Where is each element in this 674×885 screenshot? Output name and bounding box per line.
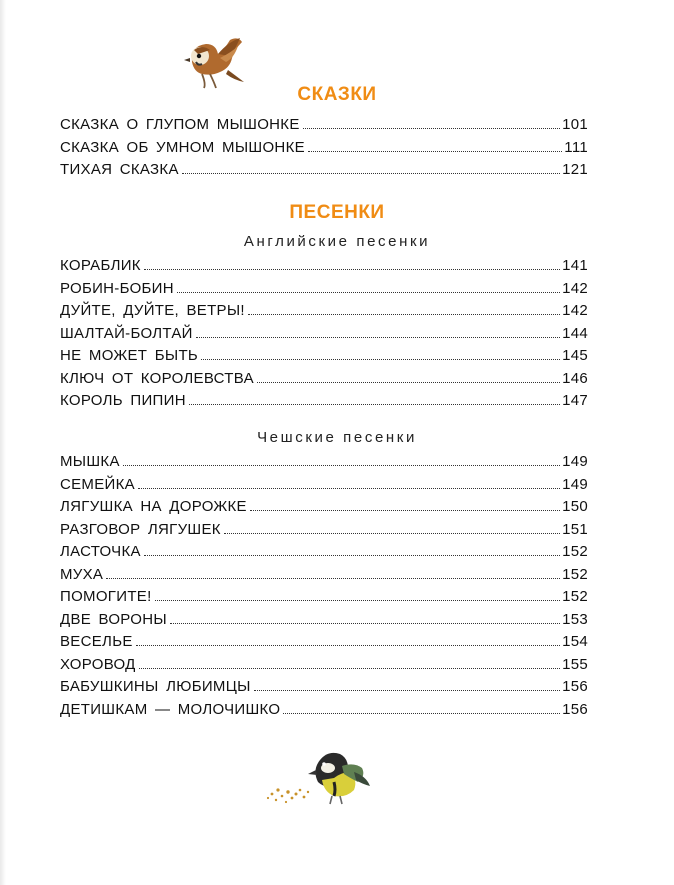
dot-leader (254, 690, 560, 691)
entry-page-number: 141 (562, 257, 588, 274)
czech-song-entry[interactable] (60, 656, 588, 679)
entry-title: ДВЕ ВОРОНЫ (60, 610, 167, 628)
entry-title: ВЕСЕЛЬЕ (60, 633, 133, 650)
dot-leader (248, 314, 560, 315)
entry-page-number: 152 (562, 588, 588, 605)
dot-leader (177, 292, 560, 293)
czech-song-entry[interactable] (60, 701, 588, 724)
entry-page-number: 149 (562, 453, 588, 470)
dot-leader (144, 269, 560, 270)
english-songs-heading: Английские песенки (243, 233, 431, 250)
entry-page-number: 149 (562, 475, 588, 493)
entry-title: СЕМЕЙКА (60, 475, 135, 493)
dot-leader (189, 404, 560, 405)
czech-song-entry[interactable] (60, 566, 588, 589)
entry-page-number: 121 (562, 161, 588, 178)
czech-songs-heading: Чешские песенки (257, 429, 417, 446)
entry-page-number: 142 (562, 279, 588, 297)
entry-page-number: 152 (562, 543, 588, 560)
entry-title: ШАЛТАЙ-БОЛТАЙ (60, 324, 193, 342)
dot-leader (106, 578, 560, 579)
dot-leader (136, 645, 560, 646)
dot-leader (196, 337, 560, 338)
dot-leader (201, 359, 560, 360)
dot-leader (257, 382, 560, 383)
pesenki-title: ПЕСЕНКИ (289, 202, 385, 223)
entry-title: ДУЙТЕ, ДУЙТЕ, ВЕТРЫ! (60, 302, 245, 319)
entry-page-number: 154 (562, 633, 588, 650)
entry-title: СКАЗКА ОБ УМНОМ МЫШОНКЕ (60, 138, 305, 156)
entry-title: СКАЗКА О ГЛУПОМ МЫШОНКЕ (60, 116, 300, 133)
entry-page-number: 147 (562, 392, 588, 409)
czech-song-entry[interactable] (60, 521, 588, 544)
english-song-entry[interactable] (60, 257, 588, 280)
entry-title: НЕ МОЖЕТ БЫТЬ (60, 347, 199, 364)
entry-page-number: 156 (562, 700, 588, 718)
entry-page-number: 150 (562, 498, 588, 515)
dot-leader (308, 151, 562, 152)
dot-leader (303, 128, 560, 129)
english-song-entry[interactable] (60, 302, 588, 325)
czech-song-entry[interactable] (60, 453, 588, 476)
skazki-entry[interactable] (60, 116, 588, 139)
entry-title: БАБУШКИНЫ ЛЮБИМЦЫ (60, 678, 251, 695)
entry-title: ДЕТИШКАМ — МОЛОЧИШКО (60, 700, 281, 718)
entry-page-number: 111 (564, 138, 588, 156)
skazki-list (60, 116, 588, 184)
entry-title: КЛЮЧ ОТ КОРОЛЕВСТВА (60, 369, 254, 387)
entry-page-number: 152 (562, 565, 588, 583)
entry-page-number: 146 (562, 369, 588, 387)
entry-title: КОРАБЛИК (60, 257, 141, 274)
dot-leader (139, 668, 560, 669)
entry-title: ЛЯГУШКА НА ДОРОЖКЕ (60, 498, 247, 515)
entry-page-number: 145 (562, 347, 588, 364)
english-song-entry[interactable] (60, 347, 588, 370)
english-song-entry[interactable] (60, 280, 588, 303)
dot-leader (138, 488, 560, 489)
czech-song-entry[interactable] (60, 476, 588, 499)
dot-leader (182, 173, 560, 174)
skazki-entry[interactable] (60, 139, 588, 162)
dot-leader (123, 465, 560, 466)
entry-title: РОБИН-БОБИН (60, 279, 174, 297)
czech-songs-list (60, 453, 588, 723)
dot-leader (155, 600, 561, 601)
czech-song-entry[interactable] (60, 543, 588, 566)
czech-song-entry[interactable] (60, 498, 588, 521)
entry-title: ХОРОВОД (60, 655, 136, 673)
dot-leader (170, 623, 560, 624)
entry-page-number: 142 (562, 302, 588, 319)
czech-song-entry[interactable] (60, 678, 588, 701)
dot-leader (250, 510, 560, 511)
czech-song-entry[interactable] (60, 588, 588, 611)
sparrow-icon (172, 32, 246, 90)
dot-leader (224, 533, 560, 534)
english-song-entry[interactable] (60, 392, 588, 415)
entry-title: ПОМОГИТЕ! (60, 588, 152, 605)
czech-song-entry[interactable] (60, 611, 588, 634)
english-song-entry[interactable] (60, 370, 588, 393)
titmouse-icon (262, 742, 372, 808)
entry-title: РАЗГОВОР ЛЯГУШЕК (60, 520, 221, 538)
entry-title: ТИХАЯ СКАЗКА (60, 161, 179, 178)
dot-leader (283, 713, 560, 714)
czech-song-entry[interactable] (60, 633, 588, 656)
entry-page-number: 144 (562, 324, 588, 342)
entry-page-number: 151 (562, 520, 588, 538)
entry-title: ЛАСТОЧКА (60, 543, 141, 560)
english-song-entry[interactable] (60, 325, 588, 348)
english-songs-list (60, 257, 588, 415)
entry-page-number: 153 (562, 610, 588, 628)
entry-page-number: 155 (562, 655, 588, 673)
skazki-title: СКАЗКИ (297, 84, 377, 105)
entry-page-number: 156 (562, 678, 588, 695)
entry-page-number: 101 (562, 116, 588, 133)
dot-leader (144, 555, 560, 556)
skazki-entry[interactable] (60, 161, 588, 184)
entry-title: МУХА (60, 565, 104, 583)
entry-title: МЫШКА (60, 453, 120, 470)
entry-title: КОРОЛЬ ПИПИН (60, 392, 186, 409)
